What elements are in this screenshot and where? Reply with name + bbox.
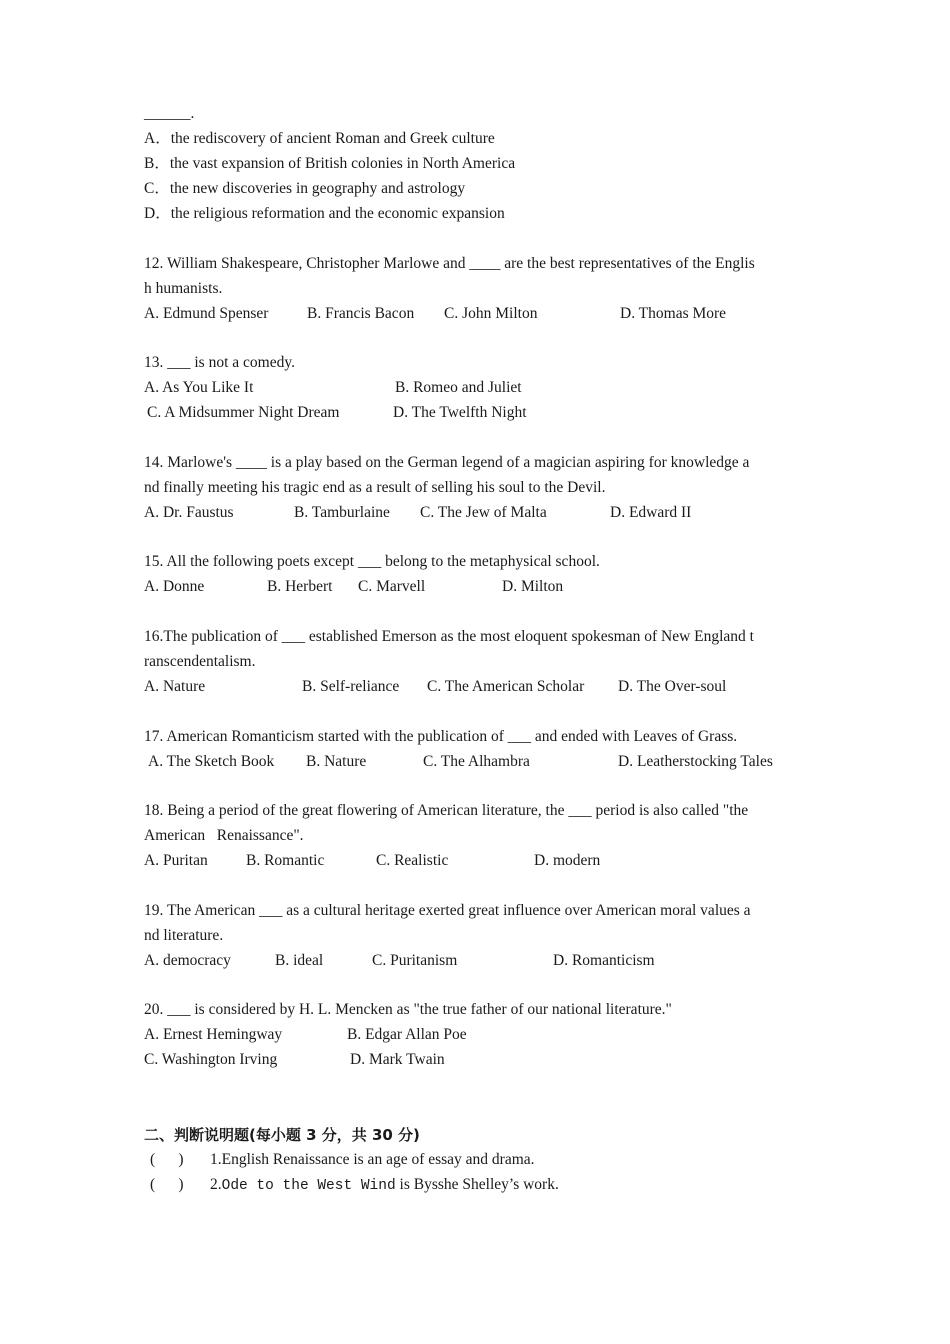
q19-stem-line1: 19. The American ___ as a cultural heritage exerted great influence over American moral values a	[144, 902, 751, 919]
item2-suffix: is Bysshe Shelley’s work.	[395, 1176, 559, 1193]
q19-option-b: B. ideal	[275, 952, 324, 969]
q14-stem-line1: 14. Marlowe's ____ is a play based on the German legend of a magician aspiring for knowledge a	[144, 454, 750, 471]
item1-answer-bracket[interactable]: ( )	[150, 1151, 184, 1168]
item2-answer-bracket[interactable]: ( )	[150, 1176, 184, 1193]
q12-stem-line1: 12. William Shakespeare, Christopher Marlowe and ____ are the best representatives of the Englis	[144, 255, 755, 272]
q11-option-c: C．the new discoveries in geography and astrology	[144, 180, 466, 197]
q15-option-d: D. Milton	[502, 578, 564, 595]
item2-prefix: 2.	[210, 1176, 222, 1193]
q13-option-b: B. Romeo and Juliet	[395, 379, 522, 396]
q20-stem-line1: 20. ___ is considered by H. L. Mencken as "the true father of our national literature."	[144, 1001, 672, 1018]
q15-option-a: A. Donne	[144, 578, 205, 595]
q11-option-a: A．the rediscovery of ancient Roman and Greek culture	[144, 130, 495, 147]
q20-option-a: A. Ernest Hemingway	[144, 1026, 283, 1043]
q12-option-c: C. John Milton	[444, 305, 538, 322]
q17-option-c: C. The Alhambra	[423, 753, 530, 770]
q20-option-b: B. Edgar Allan Poe	[347, 1026, 467, 1043]
q16-stem-line1: 16.The publication of ___ established Emerson as the most eloquent spokesman of New England t	[144, 628, 754, 645]
q20-option-c: C. Washington Irving	[144, 1051, 278, 1068]
q13-stem-line1: 13. ___ is not a comedy.	[144, 354, 295, 371]
q14-option-a: A. Dr. Faustus	[144, 504, 234, 521]
q20-option-d: D. Mark Twain	[350, 1051, 445, 1068]
q12-option-a: A. Edmund Spenser	[144, 305, 269, 322]
q13-option-c: C. A Midsummer Night Dream	[147, 404, 340, 421]
q16-option-a: A. Nature	[144, 678, 206, 695]
q15-option-b: B. Herbert	[267, 578, 333, 595]
q16-option-c: C. The American Scholar	[427, 678, 585, 695]
q16-stem-line2: ranscendentalism.	[144, 653, 256, 670]
q11-stem-tail: ______.	[144, 105, 195, 122]
q13-option-a: A. As You Like It	[144, 379, 254, 396]
item2-statement	[210, 1175, 559, 1196]
q17-option-d: D. Leatherstocking Tales	[618, 753, 773, 770]
q18-stem-line2: American Renaissance".	[144, 827, 304, 844]
q18-option-b: B. Romantic	[246, 852, 325, 869]
q15-stem-line1: 15. All the following poets except ___ belong to the metaphysical school.	[144, 553, 600, 570]
q18-option-a: A. Puritan	[144, 852, 208, 869]
q17-stem-line1: 17. American Romanticism started with the publication of ___ and ended with Leaves of Grass.	[144, 728, 738, 745]
q14-stem-line2: nd finally meeting his tragic end as a result of selling his soul to the Devil.	[144, 479, 606, 496]
q19-option-d: D. Romanticism	[553, 952, 655, 969]
q14-option-b: B. Tamburlaine	[294, 504, 390, 521]
q17-option-a: A. The Sketch Book	[148, 753, 275, 770]
section2-heading: 二、判断说明题(每小题 3 分，共 30 分)	[144, 1126, 420, 1144]
q13-option-d: D. The Twelfth Night	[393, 404, 527, 421]
q15-option-c: C. Marvell	[358, 578, 426, 595]
q14-option-d: D. Edward II	[610, 504, 692, 521]
q14-option-c: C. The Jew of Malta	[420, 504, 547, 521]
item1-statement: 1.English Renaissance is an age of essay and drama.	[210, 1151, 535, 1168]
q12-option-d: D. Thomas More	[620, 305, 727, 322]
q19-option-a: A. democracy	[144, 952, 231, 969]
item2-work-title: Ode to the West Wind	[221, 1178, 396, 1194]
q12-stem-line2: h humanists.	[144, 280, 223, 297]
q11-option-b: B．the vast expansion of British colonies in North America	[144, 155, 516, 172]
q11-option-d: D．the religious reformation and the economic expansion	[144, 205, 505, 222]
q19-option-c: C. Puritanism	[372, 952, 458, 969]
q16-option-d: D. The Over-soul	[618, 678, 727, 695]
q18-option-c: C. Realistic	[376, 852, 449, 869]
q17-option-b: B. Nature	[306, 753, 367, 770]
q18-stem-line1: 18. Being a period of the great flowering of American literature, the ___ period is also called "the	[144, 802, 749, 819]
q16-option-b: B. Self-reliance	[302, 678, 400, 695]
q12-option-b: B. Francis Bacon	[307, 305, 415, 322]
q18-option-d: D. modern	[534, 852, 601, 869]
q19-stem-line2: nd literature.	[144, 927, 224, 944]
